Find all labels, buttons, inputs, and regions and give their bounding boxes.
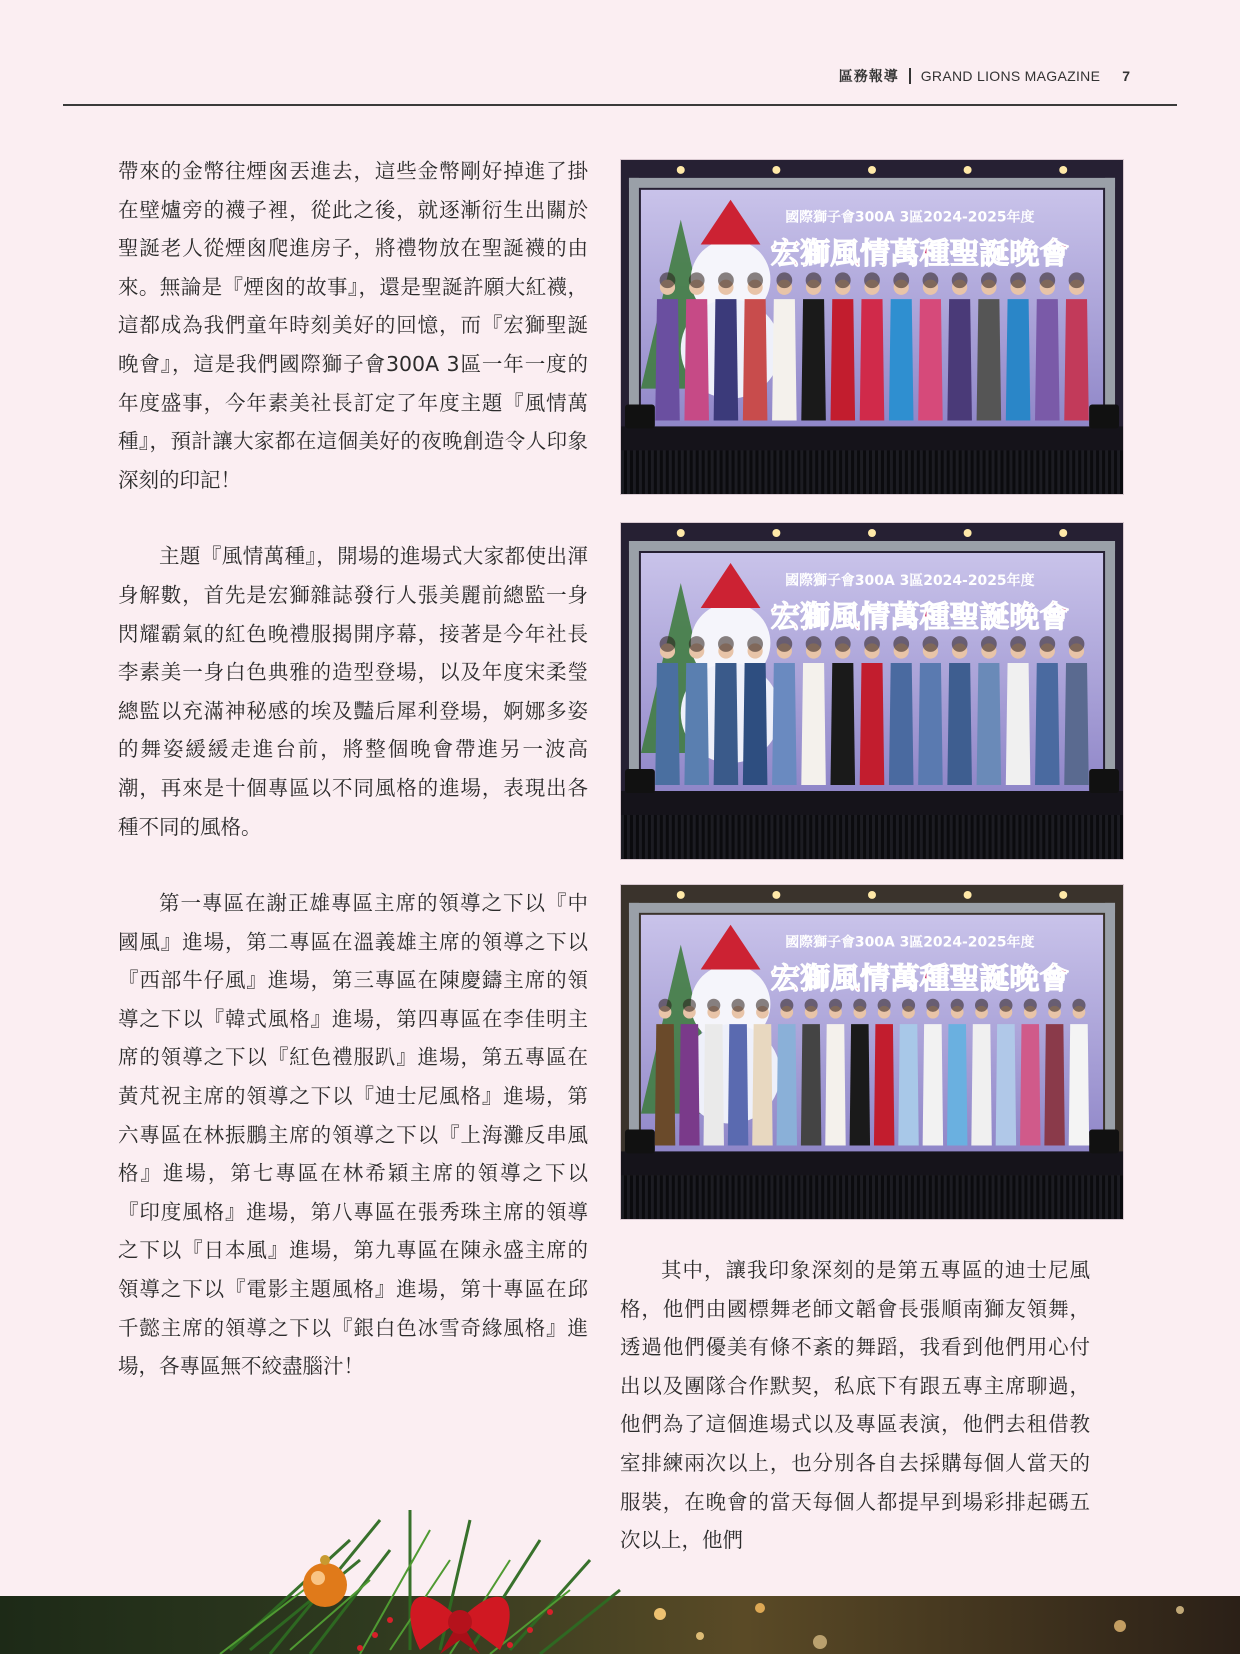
paragraph: 主題『風情萬種』，開場的進場式大家都使出渾身解數，首先是宏獅雜誌發行人張美麗前總監一身閃耀霸氣的紅色晚禮服揭開序幕，接著是今年社長李素美一身白色典雅的造型登場，以及年度宋柔瑩總監以充滿神秘感的埃及豔后犀利登場，婀娜多姿的舞姿緩緩走進台前，將整個晚會帶進另一波高潮，再來是十個專區以不同風格的進場，表現出各種不同的風格。 xyxy=(118,544,588,839)
paragraph: 第一專區在謝正雄專區主席的領導之下以『中國風』進場，第二專區在溫義雄主席的領導之下以『西部牛仔風』進場，第三專區在陳慶鑄主席的領導之下以『韓式風格』進場，第四專區在李佳明主席的領導之下以『紅色禮服趴』進場，第五專區在黃芃祝主席的領導之下以『迪士尼風格』進場，第六專區在林振鵬主席的領導之下以『上海灘反串風格』進場，第七專區在林希穎主席的領導之下以『印度風格』進場，第八專區在張秀珠主席的領導之下以『日本風』進場，第九專區在陳永盛主席的領導之下以『電影主題風格』進場，第十專區在邱千懿主席的領導之下以『銀白色冰雪奇緣風格』進場，各專區無不絞盡腦汁！ xyxy=(118,891,588,1379)
header-divider xyxy=(909,68,911,84)
banner-title: 宏獅風情萬種聖誕晚會 xyxy=(770,236,1070,272)
christmas-bow-icon xyxy=(210,1500,630,1654)
running-header xyxy=(839,66,1130,86)
paragraph: 其中，讓我印象深刻的是第五專區的迪士尼風格，他們由國標舞老師文韜會長張順南獅友領舞，透過他們優美有條不紊的舞蹈，我看到他們用心付出以及團隊合作默契，私底下有跟五專主席聊過，他們為了這個進場式以及專區表演，他們去租借教室排練兩次以上，也分別各自去採購每個人當天的服裝，在晚會的當天每個人都提早到場彩排起碼五次以上，他們 xyxy=(620,1258,1090,1553)
magazine-name: GRAND LIONS MAGAZINE xyxy=(920,68,1101,84)
page-number: 7 xyxy=(1122,68,1130,84)
banner-subtitle: 國際獅子會300A 3區2024-2025年度 xyxy=(785,209,1035,226)
banner-title: 宏獅風情萬種聖誕晚會 xyxy=(770,961,1070,997)
right-text-column xyxy=(620,1251,1090,1598)
event-photo xyxy=(620,522,1124,860)
banner-title: 宏獅風情萬種聖誕晚會 xyxy=(770,599,1070,636)
paragraph: 帶來的金幣往煙囪丟進去，這些金幣剛好掉進了掛在壁爐旁的襪子裡，從此之後，就逐漸衍生出關於聖誕老人從煙囪爬進房子，將禮物放在聖誕襪的由來。無論是『煙囪的故事』，還是聖誕許願大紅襪，這都成為我們童年時刻美好的回憶，而『宏獅聖誕晚會』，這是我們國際獅子會300A 3區一年一度的年度盛事，今年素美社長訂定了年度主題『風情萬種』，預計讓大家都在這個美好的夜晚創造令人印象深刻的印記！ xyxy=(118,159,588,492)
section-title: 區務報導 xyxy=(838,68,899,84)
event-photo xyxy=(620,884,1124,1220)
banner-subtitle: 國際獅子會300A 3區2024-2025年度 xyxy=(785,572,1035,590)
banner-subtitle: 國際獅子會300A 3區2024-2025年度 xyxy=(785,934,1035,951)
event-photo xyxy=(620,159,1124,495)
header-rule xyxy=(63,104,1177,106)
left-text-column xyxy=(118,152,588,1424)
